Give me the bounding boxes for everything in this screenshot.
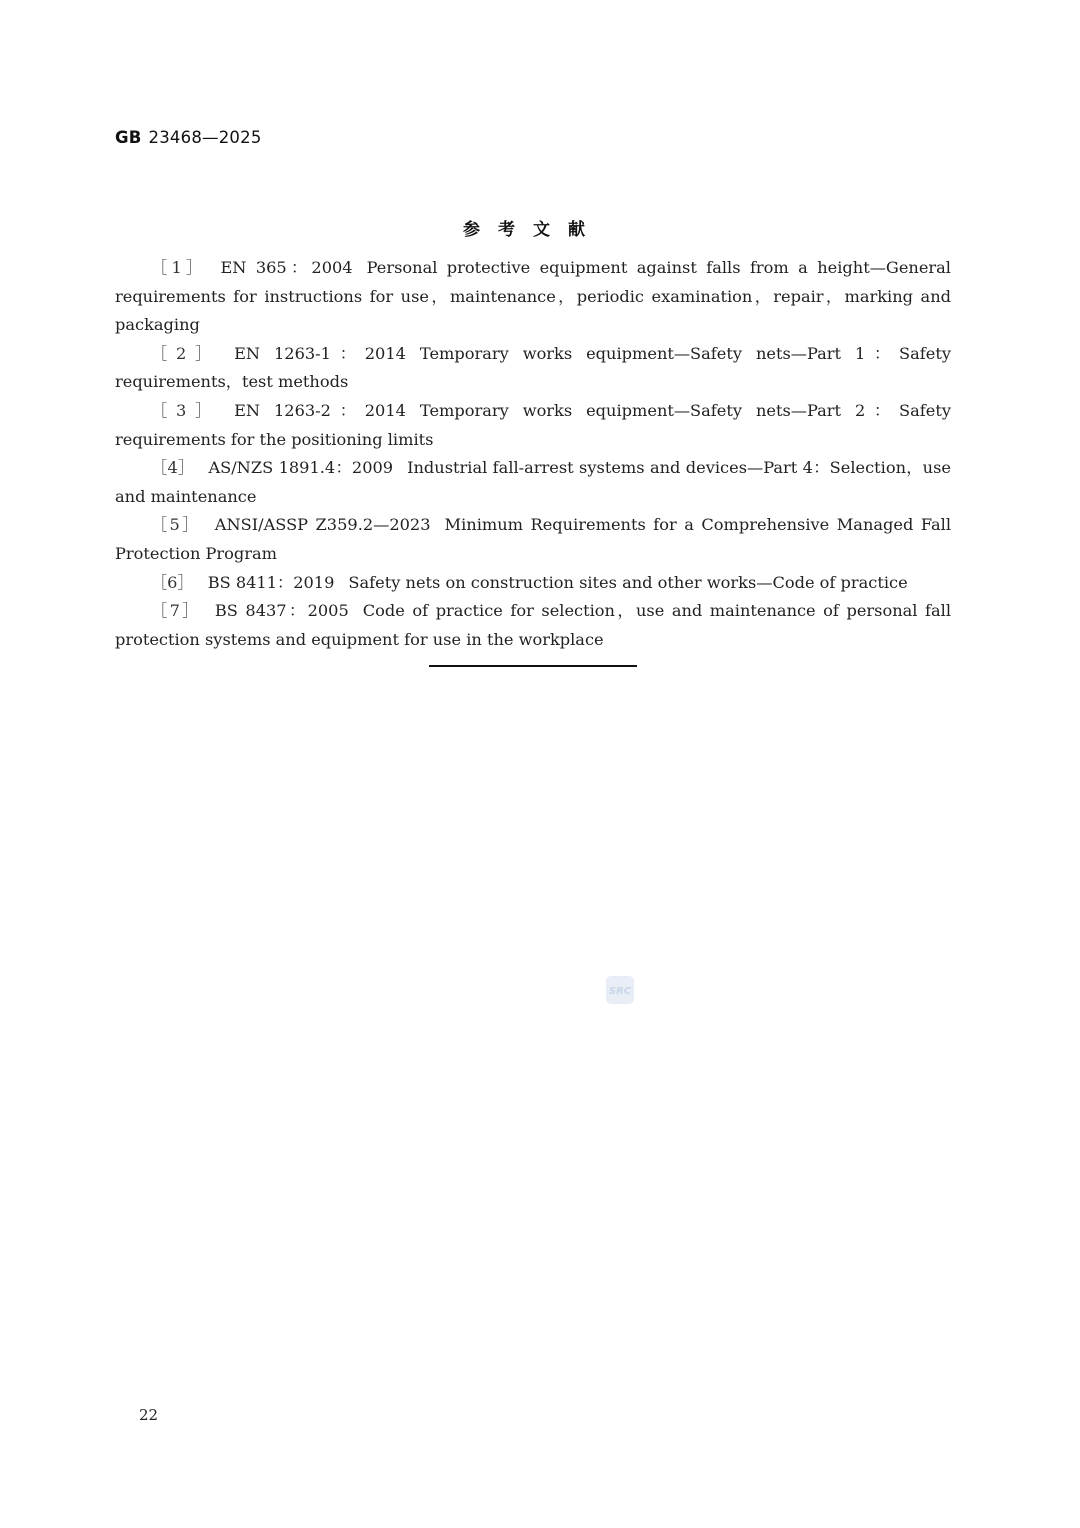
reference-number: ［2］ [151, 343, 221, 363]
standard-prefix: GB [115, 128, 142, 147]
watermark-logo [606, 976, 634, 1004]
watermark-logo-icon [608, 983, 632, 997]
reference-code: EN 365：2004 [220, 258, 353, 277]
reference-item [115, 254, 951, 340]
reference-number: ［5］ [151, 515, 201, 535]
reference-item [115, 340, 951, 397]
reference-title: Code of practice for selection，use and maintenance of personal fall protection systems and equipment for use in the workplace [115, 601, 951, 649]
reference-item [115, 454, 951, 511]
reference-item [115, 397, 951, 454]
page-number: 22 [139, 1406, 159, 1424]
reference-code: ANSI/ASSP Z359.2—2023 [214, 515, 431, 535]
reference-title: Temporary works equipment—Safety nets—Part 1：Safety requirements，test methods [115, 343, 951, 392]
reference-title: Minimum Requirements for a Comprehensive Managed Fall Protection Program [115, 515, 951, 563]
reference-number: ［6］ [151, 572, 194, 592]
reference-item [115, 511, 951, 568]
reference-item [115, 597, 951, 654]
reference-code: BS 8411：2019 [207, 572, 335, 592]
reference-title: Industrial fall-arrest systems and devices—Part 4：Selection，use and maintenance [115, 458, 951, 506]
reference-title: Safety nets on construction sites and other works—Code of practice [348, 572, 908, 592]
reference-number: ［7］ [151, 601, 201, 621]
bibliography-title: 参考文献 [463, 220, 603, 240]
reference-list [115, 254, 951, 654]
standard-number: 23468—2025 [148, 128, 262, 147]
reference-title: Personal protective equipment against falls from a height—General requirements for instructions for use，maintenance，periodic examination，repair，marking and packaging [115, 258, 951, 335]
reference-code: AS/NZS 1891.4：2009 [208, 458, 394, 478]
reference-item [115, 569, 951, 598]
svg-text:SRC: SRC [608, 986, 632, 997]
reference-title: Temporary works equipment—Safety nets—Part 2：Safety requirements for the positioning limits [115, 400, 951, 449]
reference-number: ［1］ [151, 258, 207, 277]
standard-code-header [115, 128, 262, 147]
reference-code: BS 8437：2005 [214, 601, 349, 621]
end-of-document-rule [429, 665, 637, 667]
reference-code: EN 1263-2：2014 [234, 400, 406, 420]
reference-code: EN 1263-1：2014 [234, 343, 406, 363]
reference-number: ［4］ [151, 458, 195, 478]
reference-number: ［3］ [151, 400, 221, 420]
